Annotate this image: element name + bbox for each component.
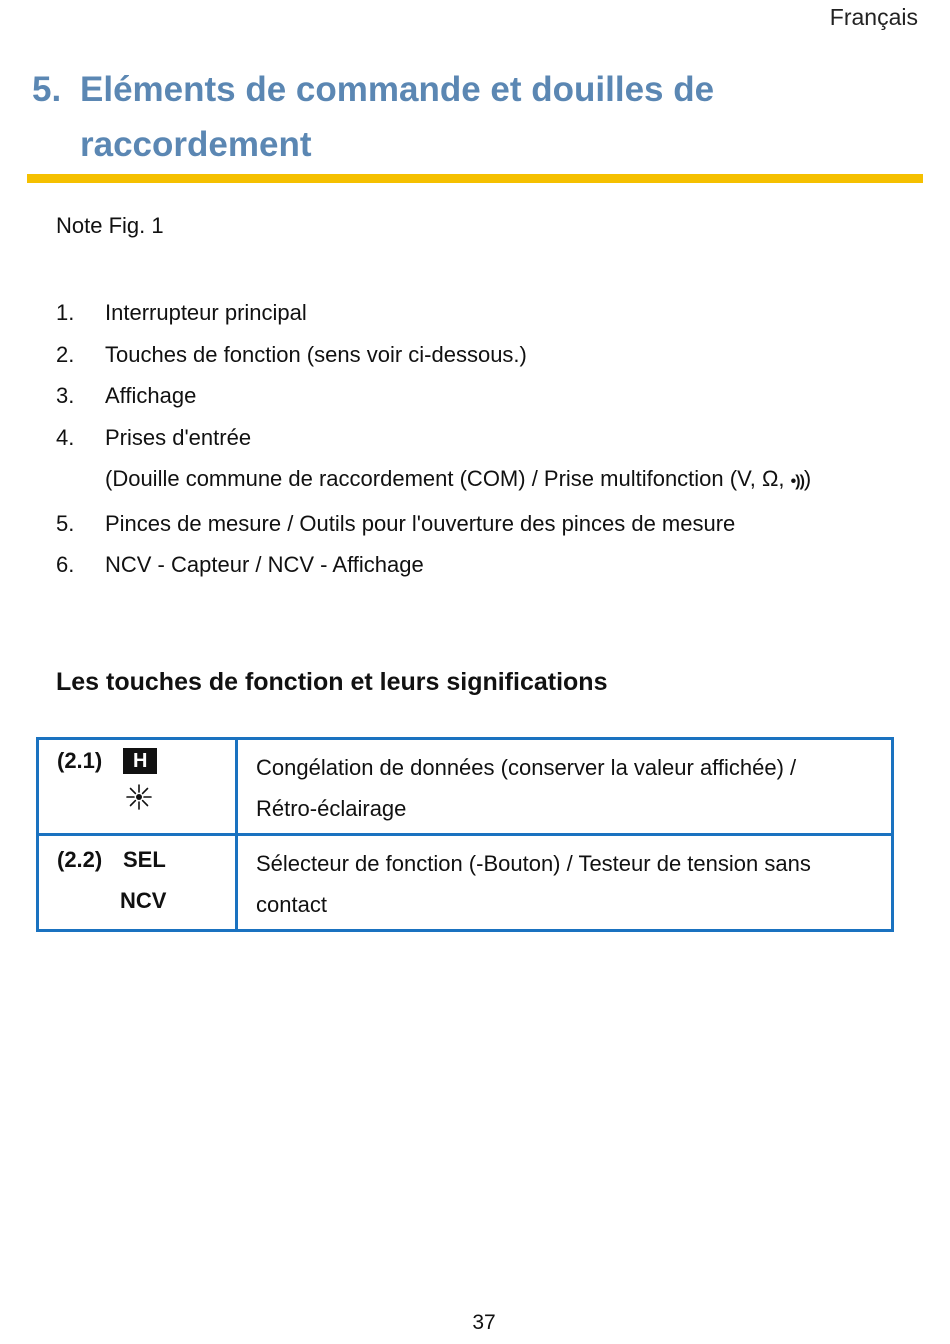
closing-paren: ): [803, 466, 812, 491]
table-row: [38, 835, 893, 931]
list-item-text: Interrupteur principal: [105, 300, 307, 325]
key-code: (2.1): [57, 748, 103, 773]
function-keys-heading: Les touches de fonction et leurs significations: [56, 668, 608, 696]
section-title: [80, 62, 714, 172]
input-jacks-description: (Douille commune de raccordement (COM) / Prise multifonction (V, Ω,: [105, 466, 791, 491]
list-item-text: [105, 458, 916, 503]
backlight-sun-icon: [125, 783, 153, 811]
list-item-continuation: [56, 458, 916, 503]
list-item-number: 1.: [56, 300, 75, 325]
description-line-1: Congélation de données (conserver la valeur affichée) /: [256, 755, 797, 780]
list-item-number: 3.: [56, 383, 75, 408]
page-number: 37: [472, 1311, 496, 1334]
description-cell: [237, 739, 893, 835]
list-item: [56, 417, 916, 459]
description-line-2: Rétro-éclairage: [256, 796, 407, 821]
list-item-text: Affichage: [105, 383, 197, 408]
continuity-beeper-icon: •)): [790, 473, 804, 490]
function-keys-table: [36, 737, 894, 932]
list-item-number: [56, 458, 105, 503]
list-item: [56, 334, 916, 376]
table-row: [38, 739, 893, 835]
section-heading: [32, 62, 892, 172]
sel-key-label: SEL: [123, 847, 166, 872]
list-item-text: Touches de fonction (sens voir ci-dessous.): [105, 341, 527, 367]
description-cell: [237, 835, 893, 931]
ncv-key-label: NCV: [120, 888, 167, 913]
component-list: [56, 292, 916, 586]
list-item: [56, 292, 916, 334]
list-item-number: 5.: [56, 510, 75, 536]
key-cell: [38, 835, 237, 931]
figure-note: Note Fig. 1: [56, 213, 164, 238]
language-label: Français: [829, 4, 918, 30]
section-number: 5.: [32, 70, 62, 109]
heading-underline-rule: [27, 174, 923, 183]
list-item-number: 4.: [56, 424, 75, 450]
list-item-text: Pinces de mesure / Outils pour l'ouverture des pinces de mesure: [105, 510, 736, 536]
list-item: [56, 544, 916, 586]
hold-key-label: H: [123, 748, 157, 774]
key-cell: [38, 739, 237, 835]
list-item-text: Prises d'entrée: [105, 424, 252, 450]
list-item-text: NCV - Capteur / NCV - Affichage: [105, 552, 424, 577]
list-item-number: 6.: [56, 552, 75, 577]
section-title-line-2: raccordement: [80, 125, 312, 164]
list-item: [56, 375, 916, 417]
list-item-number: 2.: [56, 341, 75, 367]
section-title-line-1: Eléments de commande et douilles de: [80, 70, 715, 109]
description-line-1: Sélecteur de fonction (-Bouton) / Testeur de tension sans: [256, 851, 811, 876]
list-item: [56, 503, 916, 545]
key-code: (2.2): [57, 847, 103, 872]
description-line-2: contact: [256, 892, 327, 917]
